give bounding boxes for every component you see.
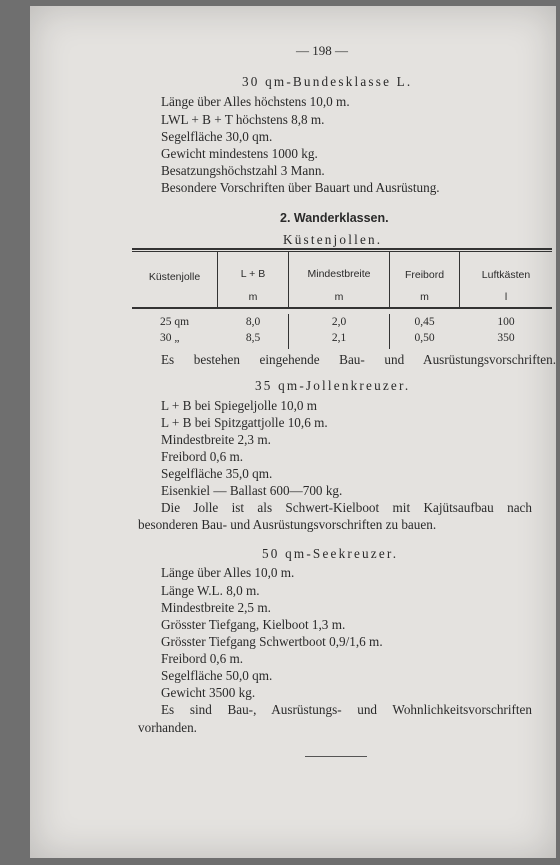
spec-line: Freibord 0,6 m.: [161, 449, 244, 464]
table-header: L + B: [240, 268, 266, 280]
table-top-rule-thin: [132, 251, 552, 252]
table-top-rule: [132, 248, 552, 250]
spec-line: Besondere Vorschriften über Bauart und Ausrüstung.: [161, 180, 440, 195]
table-header-rule: [132, 307, 552, 309]
table-header: Freibord: [404, 269, 445, 281]
table-cell: 30 „: [160, 332, 180, 344]
chapter-heading: 2. Wanderklassen.: [280, 211, 389, 225]
table-cell: 8,0: [245, 316, 261, 328]
body-paragraph: besonderen Bau- und Ausrüstungsvorschriften zu bauen.: [138, 517, 437, 532]
table-unit: m: [248, 291, 258, 303]
section-heading: 35 qm-Jollenkreuzer.: [255, 378, 411, 393]
spec-line: LWL + B + T höchstens 8,8 m.: [161, 112, 325, 127]
spec-line: Mindestbreite 2,5 m.: [161, 600, 271, 615]
spec-line: Länge W.L. 8,0 m.: [161, 583, 260, 598]
end-rule: [305, 756, 367, 757]
page-number: — 198 —: [296, 43, 348, 58]
table-header: Luftkästen: [481, 269, 531, 281]
spec-line: Segelfläche 35,0 qm.: [161, 466, 273, 481]
section-heading: 50 qm-Seekreuzer.: [262, 546, 399, 561]
spec-line: Gewicht mindestens 1000 kg.: [161, 146, 318, 161]
table-header: Mindestbreite: [307, 268, 371, 280]
table-cell: 0,50: [414, 332, 435, 344]
spec-line: Eisenkiel — Ballast 600—700 kg.: [161, 483, 343, 498]
table-unit: l: [504, 291, 508, 303]
table-cell: 100: [497, 316, 515, 328]
spec-line: Segelfläche 50,0 qm.: [161, 668, 273, 683]
section-heading: 30 qm-Bundesklasse L.: [242, 74, 413, 89]
spec-line: Grösster Tiefgang Schwertboot 0,9/1,6 m.: [161, 634, 383, 649]
spec-line: L + B bei Spitzgattjolle 10,6 m.: [161, 415, 328, 430]
spec-line: Länge über Alles 10,0 m.: [161, 565, 295, 580]
table-cell: 2,0: [331, 316, 347, 328]
table-cell: 25 qm: [160, 316, 190, 328]
table-unit: m: [420, 291, 429, 303]
table-cell: 0,45: [414, 316, 435, 328]
spec-line: Länge über Alles höchstens 10,0 m.: [161, 94, 350, 109]
table-cell: 2,1: [331, 332, 347, 344]
spec-line: Grösster Tiefgang, Kielboot 1,3 m.: [161, 617, 346, 632]
spec-line: Mindestbreite 2,3 m.: [161, 432, 271, 447]
table-unit: m: [334, 291, 344, 303]
spec-line: Besatzungshöchstzahl 3 Mann.: [161, 163, 325, 178]
spec-line: Segelfläche 30,0 qm.: [161, 129, 273, 144]
spec-line: L + B bei Spiegeljolle 10,0 m: [161, 398, 318, 413]
body-paragraph: vorhanden.: [138, 720, 197, 735]
book-page: [30, 6, 556, 858]
table-cell: 8,5: [245, 332, 261, 344]
spec-line: Gewicht 3500 kg.: [161, 685, 256, 700]
body-paragraph: Es sind Bau-, Ausrüstungs- und Wohnlichkeitsvorschriften: [161, 702, 532, 717]
body-paragraph: Die Jolle ist als Schwert-Kielboot mit Kajütsaufbau nach: [161, 500, 532, 515]
table-cell: 350: [497, 332, 515, 344]
table-header: Küstenjolle: [148, 271, 201, 283]
note-paragraph: Es bestehen eingehende Bau- und Ausrüstungsvorschriften.: [161, 352, 556, 367]
spec-line: Freibord 0,6 m.: [161, 651, 244, 666]
subheading: Küstenjollen.: [283, 232, 383, 247]
